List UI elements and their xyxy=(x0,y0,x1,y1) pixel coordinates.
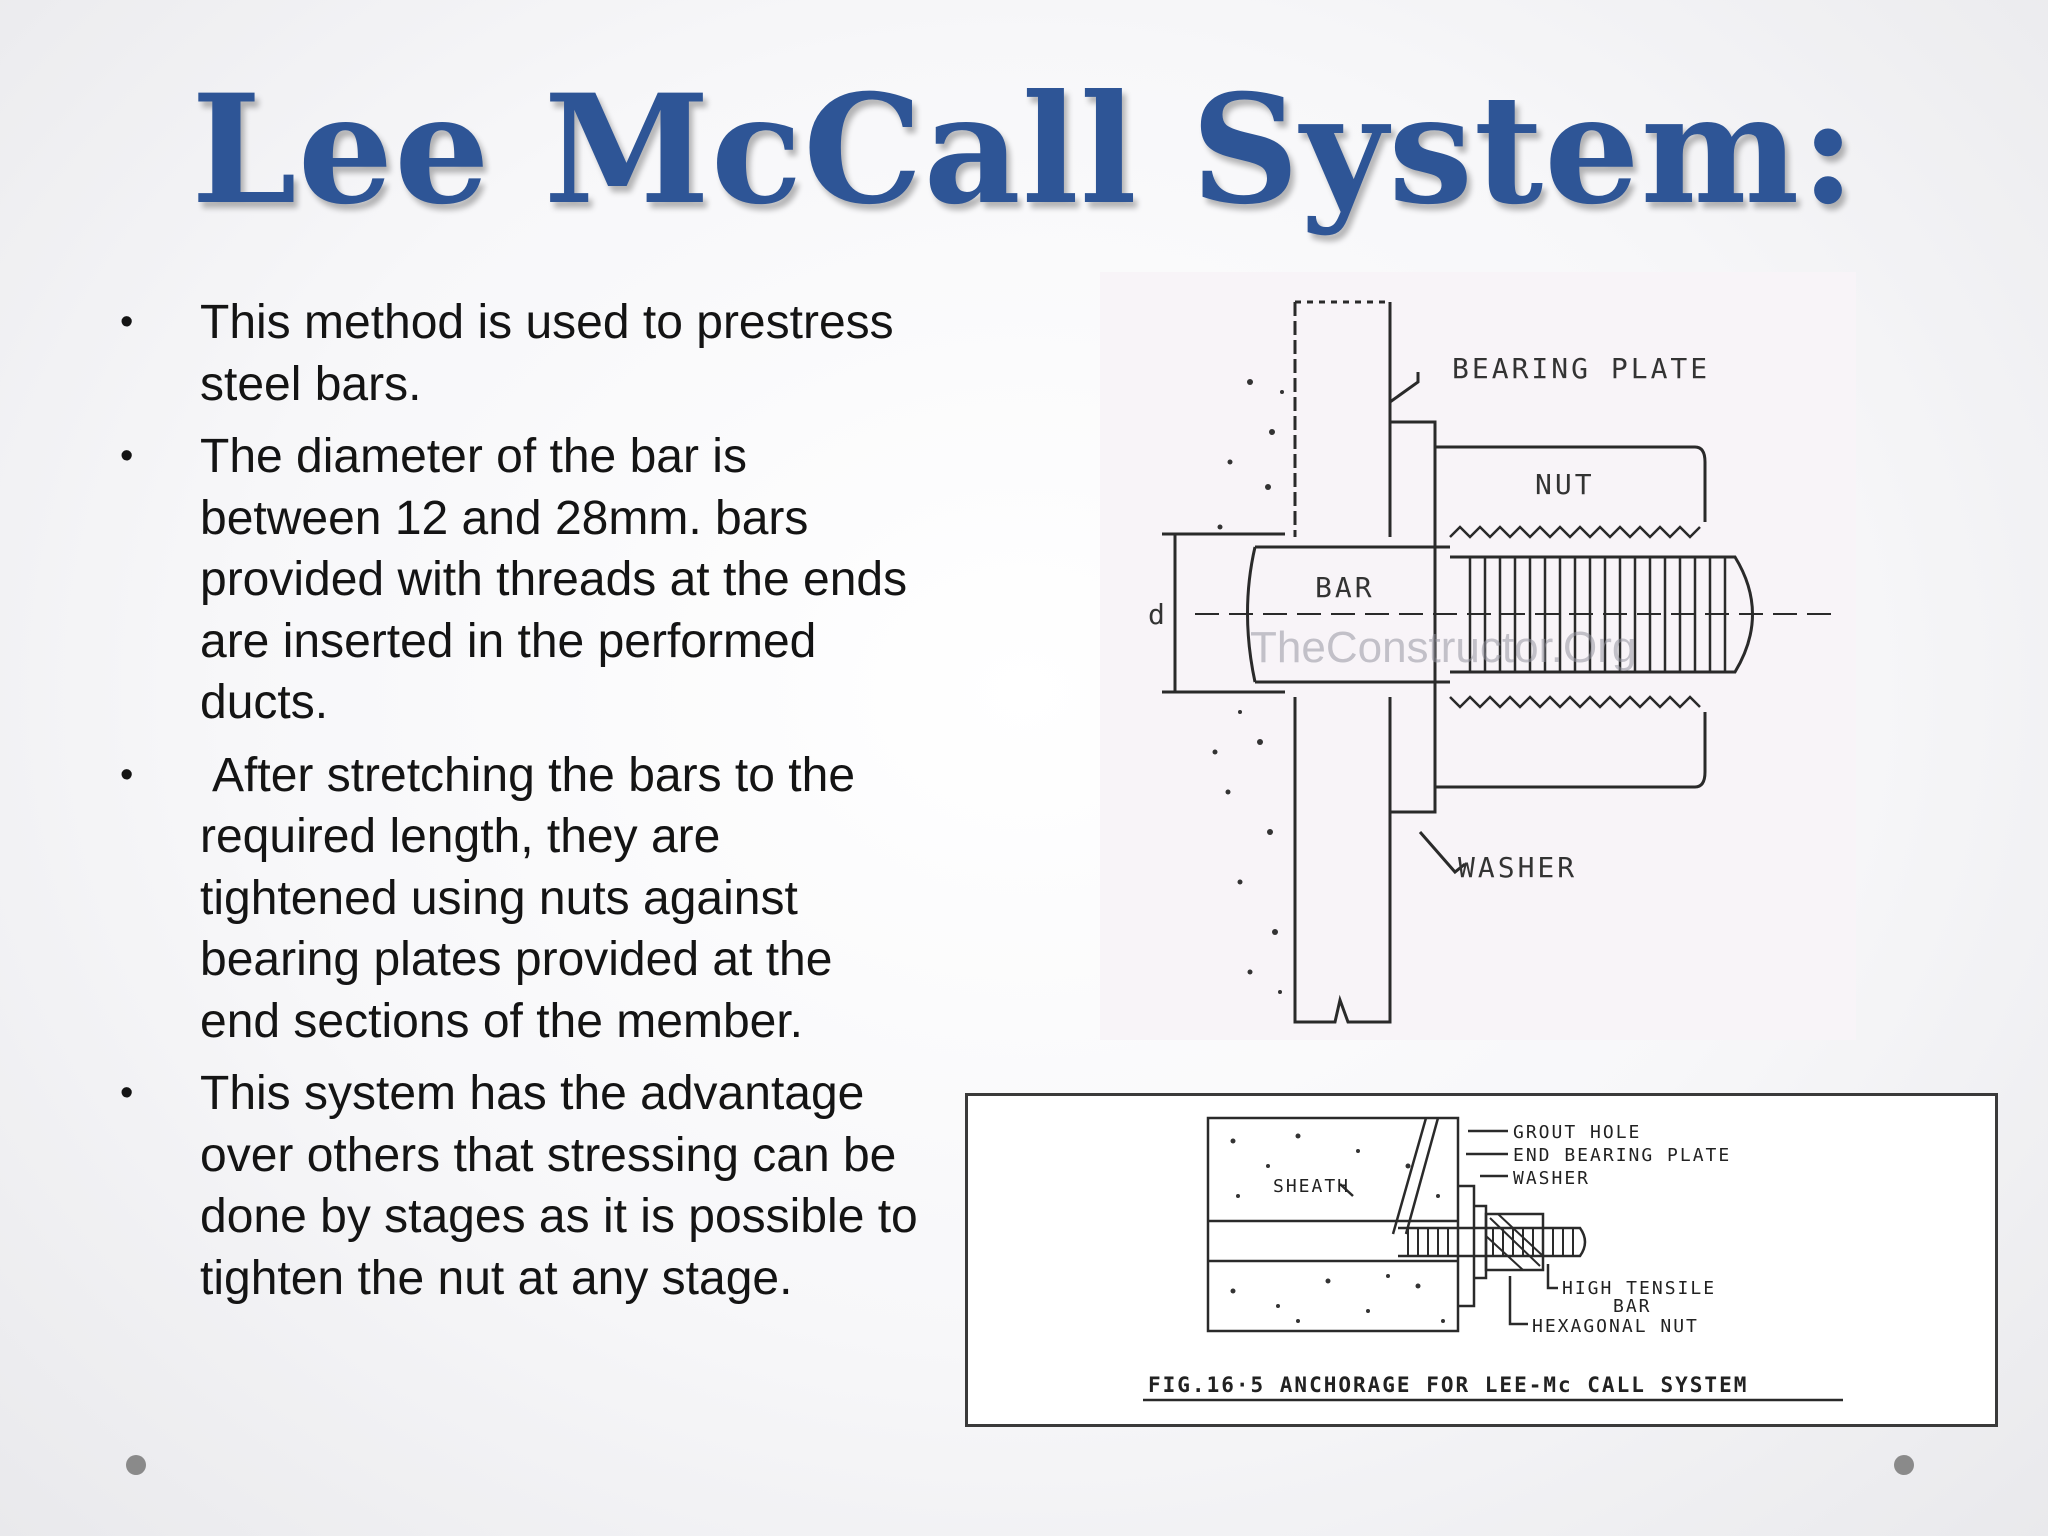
bullet-item xyxy=(120,745,920,1053)
end-bearing-plate-label: END BEARING PLATE xyxy=(1513,1145,1732,1166)
slide-title: Lee McCall System: xyxy=(191,62,1857,238)
high-tensile-label: HIGH TENSILE xyxy=(1562,1278,1717,1299)
bullet-item xyxy=(120,1063,920,1309)
bullet-marker: • xyxy=(120,435,134,477)
bullet-text: This system has the advantage over others that stressing can be done by stages as it is possible to tighten the nut at any stage. xyxy=(200,1067,918,1305)
bearing-plate-label: BEARING PLATE xyxy=(1452,352,1711,385)
diameter-label: d xyxy=(1148,598,1168,631)
decorative-dot-right xyxy=(1894,1455,1914,1475)
bullet-marker: • xyxy=(120,1072,134,1114)
washer-label: WASHER xyxy=(1458,851,1578,884)
bar-anchorage-figure xyxy=(1100,272,1856,1040)
bullet-text: After stretching the bars to the required length, they are tightened using nuts against bearing plates provided at the end sections of the member. xyxy=(200,748,856,1048)
bullet-marker: • xyxy=(120,753,134,796)
decorative-dot-left xyxy=(126,1455,146,1475)
figure-caption: FIG.16·5 ANCHORAGE FOR LEE-Mc CALL SYSTEM xyxy=(1148,1373,1749,1397)
bullet-text: This method is used to prestress steel bars. xyxy=(200,296,894,411)
bar-label: BAR xyxy=(1315,571,1375,604)
washer-label: WASHER xyxy=(1513,1168,1591,1189)
hexagonal-nut-label: HEXAGONAL NUT xyxy=(1532,1316,1699,1337)
bar-anchorage-drawing xyxy=(1100,272,1856,1040)
anchorage-figure xyxy=(965,1093,1998,1427)
grout-hole-label: GROUT HOLE xyxy=(1513,1122,1642,1143)
bullet-item xyxy=(120,292,920,415)
bullet-item xyxy=(120,426,920,734)
watermark-text: TheConstructor.Org xyxy=(1250,623,1637,672)
bar-label: BAR xyxy=(1613,1296,1652,1317)
bullet-marker: • xyxy=(120,301,134,343)
anchorage-drawing xyxy=(968,1096,1995,1424)
sheath-label: SHEATH xyxy=(1273,1176,1351,1197)
bullet-list xyxy=(120,292,920,1320)
bullet-text: The diameter of the bar is between 12 and 28mm. bars provided with threads at the ends are inserted in the performed ducts. xyxy=(200,430,908,729)
nut-label: NUT xyxy=(1535,468,1595,501)
